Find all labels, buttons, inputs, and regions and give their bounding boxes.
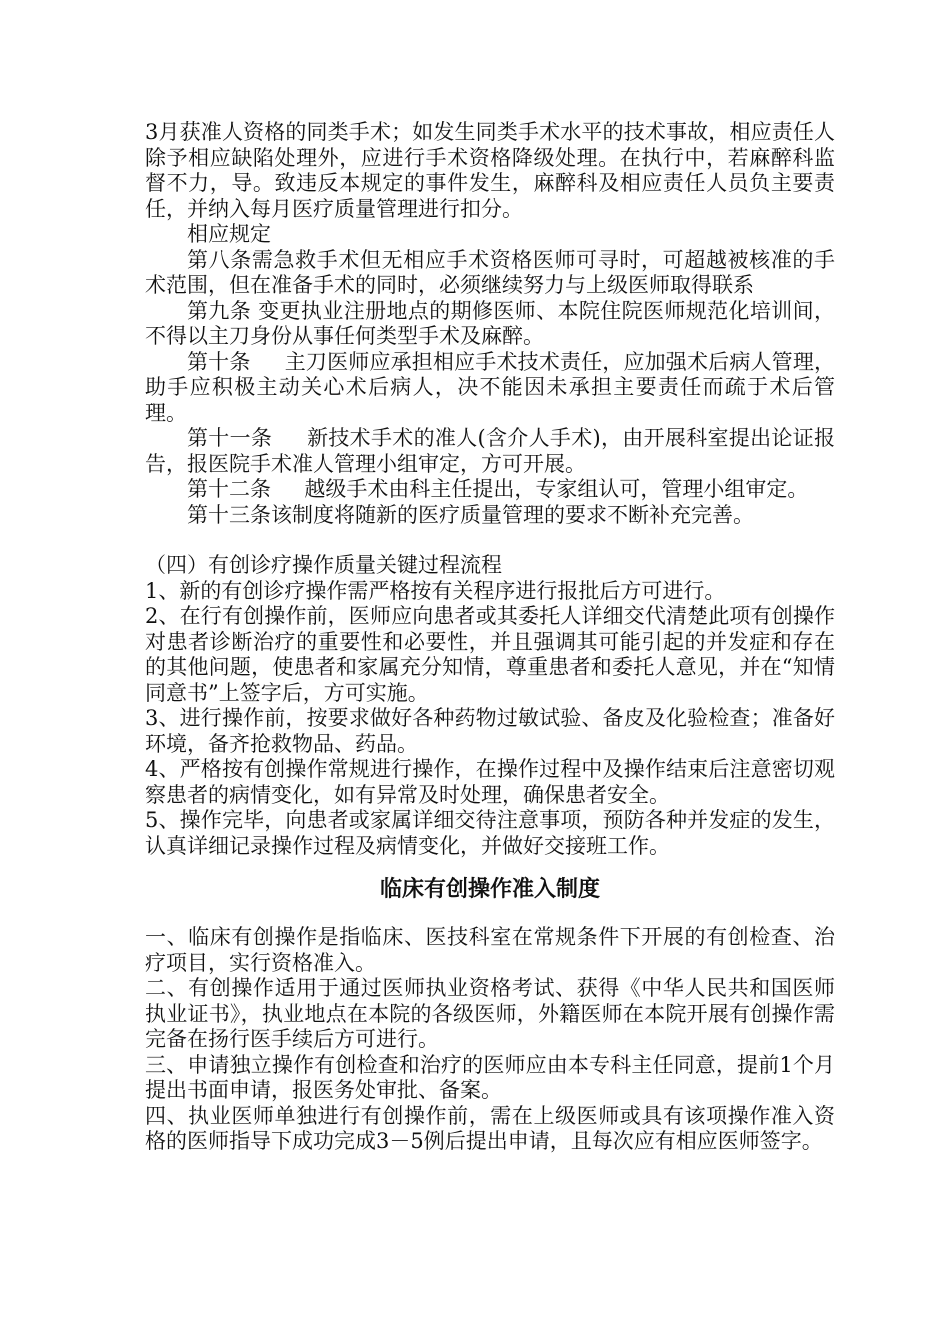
list-item: 5、操作完毕，向患者或家属详细交待注意事项，预防各种并发症的发生，认真详细记录操作过程及病情变化，并做好交接班工作。 [145,808,835,858]
list-item: 4、严格按有创操作常规进行操作，在操作过程中及操作结束后注意密切观察患者的病情变化，如有异常及时处理，确保患者安全。 [145,757,835,807]
list-item: 3、进行操作前，按要求做好各种药物过敏试验、备皮及化验检查；准备好环境，备齐抢救物品、药品。 [145,706,835,756]
list-item: 1、新的有创诊疗操作需严格按有关程序进行报批后方可进行。 [145,578,726,603]
article-9: 第九条 变更执业注册地点的期修医师、本院住院医师规范化培训间，不得以主刀身份从事任何类型手术及麻醉。 [145,298,835,348]
document-heading: 临床有创操作准入制度 [379,877,600,902]
article-8: 第八条需急救手术但无相应手术资格医师可寻时，可超越被核准的手术范围，但在准备手术的同时，必须继续努力与上级医师取得联系 [145,247,835,297]
paragraph: 相应规定 [187,222,271,246]
list-item: 2、在行有创操作前，医师应向患者或其委托人详细交代清楚此项有创操作对患者诊断治疗的重要性和必要性，并且强调其可能引起的并发症和存在的其他问题，使患者和家属充分知情，尊重患者和委托人意见，并在“知情同意书”上签字后，方可实施。 [145,604,835,705]
list-item: 一、临床有创操作是指临床、医技科室在常规条件下开展的有创检查、治疗项目，实行资格准入。 [145,925,835,975]
spacer [145,528,835,553]
section-title: （四）有创诊疗操作质量关键过程流程 [145,553,502,577]
article-10: 第十条 主刀医师应承担相应手术技术责任，应加强术后病人管理，助手应积极主动关心术后病人，决不能因未承担主要责任而疏于术后管理。 [145,349,835,425]
article-13: 第十三条该制度将随新的医疗质量管理的要求不断补充完善。 [187,502,754,527]
paragraph: 3月获准人资格的同类手术；如发生同类手术水平的技术事故，相应责任人除予相应缺陷处理外，应进行手术资格降级处理。在执行中，若麻醉科监督不力，导。致违反本规定的事件发生，麻醉科及相应责任人员负主要责任，并纳入每月医疗质量管理进行扣分。 [145,120,835,221]
article-12: 第十二条 越级手术由科主任提出，专家组认可，管理小组审定。 [187,477,809,501]
list-item: 三、申请独立操作有创检查和治疗的医师应由本专科主任同意，提前1个月提出书面申请，报医务处审批、备案。 [145,1052,835,1102]
article-11: 第十一条 新技术手术的准人(含介人手术)，由开展科室提出论证报告，报医院手术准人管理小组审定，方可开展。 [145,426,835,476]
list-item: 四、执业医师单独进行有创操作前，需在上级医师或具有该项操作准入资格的医师指导下成功完成3－5例后提出申请，且每次应有相应医师签字。 [145,1103,835,1153]
list-item: 二、有创操作适用于通过医师执业资格考试、获得《中华人民共和国医师执业证书》，执业地点在本院的各级医师，外籍医师在本院开展有创操作需完备在扬行医手续后方可进行。 [145,976,835,1051]
document-body [145,120,835,1155]
